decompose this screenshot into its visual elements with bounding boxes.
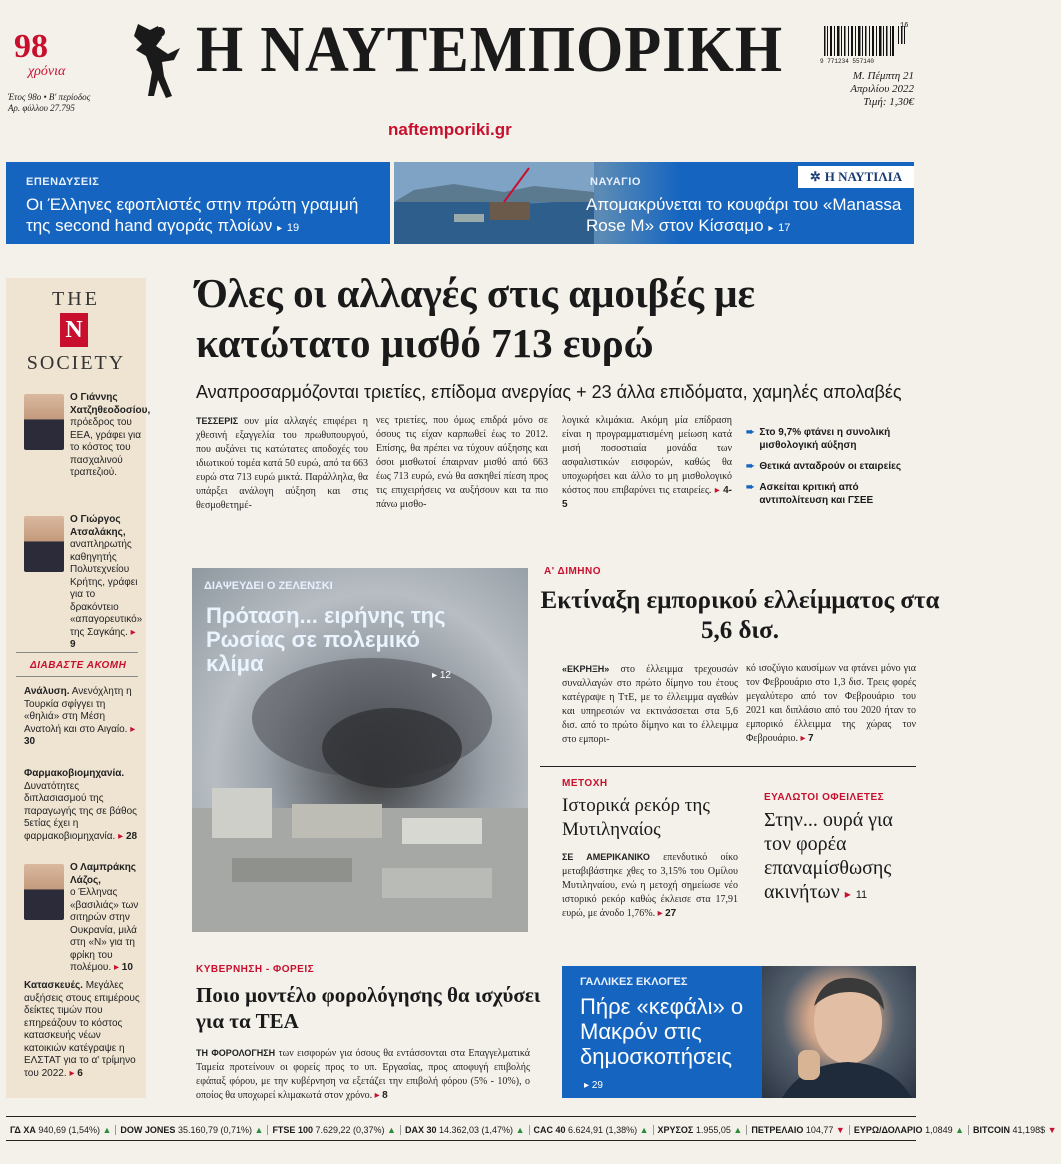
ticker-value: 7.629,22 (0,37%) — [315, 1125, 385, 1135]
zelensky-headline[interactable]: Πρόταση... ειρήνης της Ρωσίας σε πολεμικό κλίμα — [206, 603, 446, 676]
tax-category: ΚΥΒΕΡΝΗΣΗ - ΦΟΡΕΙΣ — [196, 964, 315, 975]
ticker-name: ΠΕΤΡΕΛΑΙΟ — [751, 1125, 804, 1135]
date-info — [790, 70, 914, 109]
up-triangle-icon: ▲ — [387, 1125, 396, 1135]
badge-label: Η ΝΑΥΤΙΛΙΑ — [824, 169, 903, 184]
macron-portrait-icon — [762, 966, 916, 1098]
deficit-column-2 — [746, 662, 916, 746]
deficit-category: Α' ΔΙΜΗΝΟ — [544, 566, 602, 577]
profile-1[interactable] — [24, 392, 151, 480]
up-triangle-icon: ▲ — [955, 1125, 965, 1135]
banner-category: ΕΠΕΝΔΥΣΕΙΣ — [26, 176, 100, 188]
ticker-item — [116, 1125, 268, 1135]
lead-subtitle: Αναπροσαρμόζονται τριετίες, επίδομα ανεργίας + 23 άλλα επιδόματα, χαμηλές απολαβές — [196, 382, 902, 402]
market-ticker — [6, 1122, 1057, 1138]
brief-text: Δυνατότητες διπλασιασμού της παραγωγής της σε βάθος 5ετίας έχει η φαρμακοβιομηχανία. — [24, 780, 137, 842]
banner-headline-text: Απομακρύνεται το κουφάρι του «Manassa Rose M» στον Κίσσαμο — [586, 195, 902, 235]
ticker-name: ΕΥΡΩ/ΔΟΛΑΡΙΟ — [853, 1125, 923, 1135]
bullet-arrow-icon: ➨ — [746, 427, 755, 438]
arrow-right-icon: ▸ — [69, 1067, 75, 1079]
macron-photo — [762, 966, 916, 1098]
issue-line: Έτος 98ο • Β' περίοδος — [8, 92, 91, 102]
macron-category: ΓΑΛΛΙΚΕΣ ΕΚΛΟΓΕΣ — [580, 976, 688, 988]
page-ref: 19 — [286, 222, 300, 234]
brief-construction[interactable] — [24, 980, 140, 1080]
society-label: SOCIETY — [26, 352, 126, 374]
arrow-right-icon: ▸ — [130, 626, 136, 638]
page-ref: 27 — [665, 908, 677, 919]
brief-analysis[interactable] — [24, 686, 140, 749]
debtors-headline-text: Στην... ουρά για τον φορέα επαναμίσθωσης ακινήτων — [764, 809, 893, 903]
lead-text: ουν μία αλλαγές επιφέρει η χθεσινή εξαγγελία του πρωθυπουργού, που αυξάνει τις κατώτατες αποδοχές του ιδιωτικού τομέα κατά 50 ευρώ, από τα 663 ευρώ στα 713 ευρώ μικτά. Παράλληλα, θα υπάρξει ανάλογη αύξηση και στις θεσμοθετημέ- — [196, 416, 368, 511]
down-triangle-icon: ▼ — [1047, 1125, 1057, 1135]
read-more-heading: ΔΙΑΒΑΣΤΕ ΑΚΟΜΗ — [30, 660, 127, 671]
date-month: Απριλίου 2022 — [850, 83, 914, 95]
page-ref — [432, 670, 451, 681]
brief-text: Ανενόχλητη η Τουρκία σφίγγει τη «θηλιά» στη Μέση Ανατολή και στο Αιγαίο. — [24, 686, 132, 735]
page-ref — [584, 1080, 603, 1091]
ticker-name: ΧΡΥΣΟΣ — [657, 1125, 694, 1135]
profile-name: Ο Λαμπράκης Λάζος, — [70, 862, 136, 886]
page-ref: 4-5 — [562, 485, 733, 510]
lead-column-1 — [196, 414, 368, 513]
barcode-issue: 16 — [900, 22, 909, 30]
brief-text: Μεγάλες αυξήσεις στους επιμέρους δείκτες τιμών που επηρεάζουν το κόστος κατασκευής νέων κατοικιών κατέγραψε η ΕΛΣΤΑΤ για το α' τρίμηνο του 2022. — [24, 980, 140, 1079]
ship-wheel-icon: ✲ — [809, 169, 821, 184]
lead-text: νες τριετίες, που όμως επιδρά μόνο σε όσους τις είχαν καρπωθεί έως το 2012. Επίσης, θα πρέπει να τύχουν αύξησης και όσοι μισθωτοί έπαιρναν μισθό από 663 έως 713 ευρώ, ενώ θα ασκηθεί πίεση προς τις επιχειρήσεις να αυξήσουν και τα πιο πάνω μισθο- — [376, 415, 548, 510]
page-ref: 8 — [382, 1090, 388, 1101]
bullet-item — [746, 460, 916, 473]
bullet-arrow-icon: ➨ — [746, 461, 755, 472]
banner-headline — [26, 194, 376, 239]
ticker-value: 1,0849 — [925, 1125, 953, 1135]
profile-2[interactable] — [24, 514, 142, 652]
ticker-item — [747, 1125, 850, 1135]
sidebar-divider — [16, 652, 138, 653]
society-the: THE — [52, 288, 100, 310]
ticker-bottom-rule — [6, 1140, 916, 1141]
barcode-digits: 9 771234 557140 — [820, 58, 875, 65]
profile-text: ο Έλληνας «βασιλιάς» των σιτηρών στην Ουκρανία, μιλά στη «Ν» για τη φρίκη του πολέμου. — [70, 887, 139, 973]
ticker-value: 940,69 (1,54%) — [38, 1125, 100, 1135]
page-ref: 10 — [121, 962, 133, 973]
lead-bullets — [746, 426, 916, 507]
ticker-name: CAC 40 — [533, 1125, 566, 1135]
ticker-value: 6.624,91 (1,38%) — [568, 1125, 638, 1135]
ticker-item — [654, 1125, 748, 1135]
ticker-name: BITCOIN — [973, 1125, 1011, 1135]
bullet-arrow-icon: ➨ — [746, 482, 755, 493]
ticker-item — [530, 1125, 654, 1135]
profile-text: αναπληρωτής καθηγητής Πολυτεχνείου Κρήτης, γράφει για το δρακόντειο «απαγορευτικό» της Σαγκάης. — [70, 539, 143, 638]
page-number: 12 — [439, 670, 451, 681]
section-divider — [540, 766, 916, 767]
price: Τιμή: 1,30€ — [863, 96, 914, 108]
lead-column-2 — [376, 414, 548, 512]
tax-text: των εισφορών για όσους θα εντάσσονται στα Επαγγελματικά Ταμεία προτείνουν οι φορείς προς το υπ. Εργασίας, προς αποφυγή επιβολής εφάπαξ φόρου, με την κυβέρνηση να εξετάζει την επιβολή φόρου (5% - 10%), ο οποίος θα υποχωρεί κλιμακωτά στον χρόνο. — [196, 1048, 531, 1101]
ticker-item — [969, 1125, 1061, 1135]
arrow-right-icon: ▸ — [374, 1090, 380, 1101]
arrow-right-icon: ▸ — [130, 723, 136, 735]
down-triangle-icon: ▼ — [835, 1125, 845, 1135]
arrow-right-icon: ▸ — [657, 908, 663, 919]
deficit-text: κό ισοζύγιο καυσίμων να φτάνει μόνο για τον Φεβρουάριο στο 1,3 δισ. Τρεις φορές μεγαλύτερο από τον Φεβρουάριο του 2021 και διπλάσιο από του 2020 ήταν το εμπορικό έλλειμμα της χώρας τον Φεβρουάριο. — [746, 663, 916, 744]
page-ref: 6 — [77, 1067, 83, 1079]
anniversary-word: χρόνια — [28, 64, 66, 79]
ticker-value: 35.160,79 (0,71%) — [177, 1125, 252, 1135]
bullet-item — [746, 481, 916, 507]
banner-category: ΝΑΥΑΓΙΟ — [590, 176, 641, 188]
mytilineos-body — [562, 850, 738, 921]
up-triangle-icon: ▲ — [515, 1125, 525, 1135]
ticker-item — [850, 1125, 969, 1135]
deficit-lead: «ΕΚΡΗΞΗ» — [562, 664, 610, 674]
ticker-name: FTSE 100 — [272, 1125, 313, 1135]
bullet-item — [746, 426, 916, 452]
ticker-value: 1.955,05 — [695, 1125, 731, 1135]
ticker-value: 41,198$ — [1012, 1125, 1046, 1135]
anniversary-number: 98 — [14, 28, 48, 65]
bullet-text: Ασκείται κριτική από αντιπολίτευση και ΓΣΕΕ — [759, 482, 874, 506]
arrow-right-icon: ▸ — [768, 223, 774, 234]
mytilineos-lead: ΣΕ ΑΜΕΡΙΚΑΝΙΚΟ — [562, 852, 650, 862]
issue-number: Αρ. φύλλου 27.795 — [8, 103, 75, 113]
lead-headline[interactable]: Όλες οι αλλαγές στις αμοιβές με κατώτατο μισθό 713 ευρώ — [196, 270, 756, 366]
tax-headline[interactable]: Ποιο μοντέλο φορολόγησης θα ισχύσει για τα ΤΕΑ — [196, 983, 541, 1033]
deficit-text: στο έλλειμμα τρεχουσών συναλλαγών στο πρώτο δίμηνο του έτους κατέγραψε η ΤτΕ, με το έλλειμμα αγαθών και υπηρεσιών να εκτινάσσεται στα 5,6 δισ. από το πρώτο δίμηνο και το έλλειμμα στο εμπορι- — [562, 664, 738, 745]
zelensky-category: ΔΙΑΨΕΥΔΕΙ Ο ΖΕΛΕΝΣΚΙ — [204, 580, 333, 592]
date-day: Μ. Πέμπτη 21 — [852, 70, 914, 82]
mytilineos-text: επενδυτικό οίκο μεταβιβάστηκε χθες το 3,15% του Ομίλου Μυτιληναίου, ενώ η μετοχή σημείωσε νέο ιστορικό ρεκόρ καθώς έκλεισε στα 17,91 ευρώ, με άνοδο 1,76%. — [562, 852, 738, 919]
brief-title: Φαρμακοβιομηχανία. — [24, 768, 125, 779]
ticker-name: ΓΔ ΧΑ — [10, 1125, 36, 1135]
page-ref: 28 — [125, 830, 138, 842]
shipwreck-photo — [394, 162, 594, 244]
lead-text: λογικά κλιμάκια. Ακόμη μία επίδραση είναι η προγραμματισμένη μείωση κατά μισή ποσοστιαία μονάδα των ασφαλιστικών εισφορών, καθώς θα υποχωρήσει και άλλο το μη μισθολογικό κόστος που επιβαρύνει τις εταιρείες. — [562, 415, 732, 496]
up-triangle-icon: ▲ — [102, 1125, 112, 1135]
debtors-category: ΕΥΑΛΩΤΟΙ ΟΦΕΙΛΕΤΕΣ — [764, 792, 885, 803]
brief-title: Ανάλυση. — [24, 686, 70, 697]
site-url[interactable]: naftemporiki.gr — [388, 120, 512, 139]
page-ref: 30 — [24, 736, 36, 747]
arrow-right-icon: ▸ — [118, 830, 124, 842]
debtors-headline[interactable] — [764, 808, 924, 906]
arrow-right-icon: ▸ — [113, 962, 119, 973]
profile-text: πρόεδρος του ΕΕΑ, γράφει για το κόστος του πασχαλινού τραπεζιού. — [70, 417, 141, 478]
banner-investments[interactable] — [6, 162, 390, 244]
up-triangle-icon: ▲ — [733, 1125, 743, 1135]
naftilia-badge[interactable] — [798, 166, 914, 188]
page-ref: 17 — [778, 222, 791, 234]
ticker-item — [268, 1125, 401, 1135]
page-ref: 7 — [808, 733, 814, 744]
tax-body — [196, 1046, 530, 1103]
arrow-right-icon: ▸ — [432, 670, 438, 681]
arrow-right-icon: ▸ — [277, 223, 283, 234]
arrow-right-icon: ▸ — [714, 485, 720, 496]
ticker-value: 104,77 — [805, 1125, 834, 1135]
arrow-right-icon: ▸ — [584, 1080, 590, 1091]
bullet-text: Στο 9,7% φτάνει η συνολική μισθολογική αύξηση — [759, 427, 891, 451]
ticker-item — [6, 1125, 116, 1135]
page-number: 29 — [591, 1080, 603, 1091]
lead-dropcap: ΤΕΣΣΕΡΙΣ — [196, 416, 239, 426]
ticker-value: 14.362,03 (1,47%) — [439, 1125, 514, 1135]
brief-title: Κατασκευές. — [24, 980, 83, 991]
society-n-logo: N — [60, 313, 88, 347]
issue-info — [8, 92, 118, 114]
brief-pharma[interactable] — [24, 768, 140, 843]
macron-headline: Πήρε «κεφάλι» ο Μακρόν στις δημοσκοπήσεις — [580, 994, 744, 1069]
deficit-headline[interactable]: Εκτίναξη εμπορικού ελλείμματος στα 5,6 δισ. — [540, 587, 940, 644]
bullet-text: Θετικά ανταδρούν οι εταιρείες — [759, 461, 902, 472]
profile-name: Ο Γιώργος Ατσαλάκης, — [70, 514, 126, 538]
tax-lead: ΤΗ ΦΟΡΟΛΟΓΗΣΗ — [196, 1048, 276, 1058]
profile-3[interactable] — [24, 862, 142, 975]
mytilineos-category: ΜΕΤΟΧΗ — [562, 778, 608, 789]
ticker-top-rule — [6, 1116, 916, 1117]
page-ref: 11 — [855, 889, 868, 901]
banner-headline — [586, 194, 906, 239]
mytilineos-headline[interactable]: Ιστορικά ρεκόρ της Μυτιληναίος — [562, 795, 710, 840]
arrow-right-icon: ▸ — [844, 887, 851, 901]
profile-name: Ο Γιάννης Χατζηθεοδοσίου, — [70, 392, 151, 416]
sidebar-divider — [16, 676, 138, 677]
lead-column-3 — [562, 414, 732, 512]
page-ref: 9 — [70, 639, 76, 650]
arrow-right-icon: ▸ — [800, 733, 806, 744]
newspaper-logo: Η ΝΑΥΤΕΜΠΟΡΙΚΗ — [196, 13, 784, 86]
ticker-name: DOW JONES — [120, 1125, 176, 1135]
banner-headline-text: Οι Έλληνες εφοπλιστές στην πρώτη γραμμή της second hand αγοράς πλοίων — [26, 195, 359, 235]
ticker-name: DAX 30 — [404, 1125, 437, 1135]
ticker-item — [401, 1125, 530, 1135]
hermes-logo-icon — [128, 16, 188, 106]
deficit-column-1 — [562, 662, 738, 747]
up-triangle-icon: ▲ — [639, 1125, 649, 1135]
up-triangle-icon: ▲ — [254, 1125, 264, 1135]
